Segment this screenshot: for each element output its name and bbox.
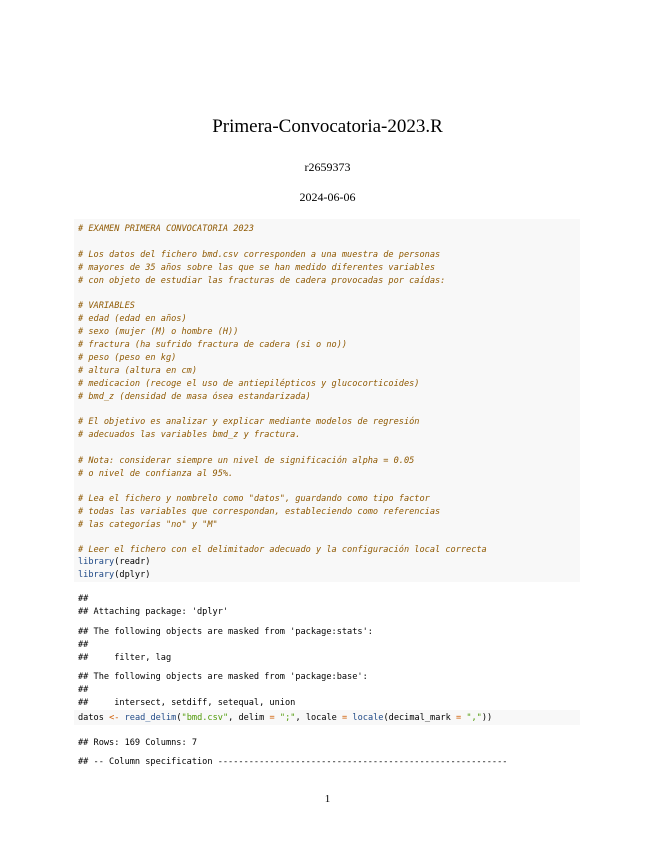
- arg-delim: delim: [238, 713, 265, 723]
- library-argument: (dplyr): [114, 570, 151, 580]
- document-title: Primera-Convocatoria-2023.R: [212, 116, 443, 137]
- comment-line: # adecuados las variables bmd_z y fractura.: [78, 430, 301, 440]
- comment-line: # las categorías "no" y "M": [78, 520, 218, 530]
- comment-line: # VARIABLES: [78, 301, 135, 311]
- comment-line: # mayores de 35 años sobre las que se han medido diferentes variables: [78, 263, 435, 273]
- output-line: ## The following objects are masked from 'package:base':: [78, 672, 368, 682]
- page-number: 1: [324, 793, 331, 805]
- output-line: ## filter, lag: [78, 653, 172, 663]
- separator: ,: [295, 713, 306, 723]
- comment-line: # bmd_z (densidad de masa ósea estandarizada): [78, 392, 311, 402]
- output-line: ## The following objects are masked from 'package:stats':: [78, 627, 373, 637]
- output-line: ## -- Column specification --------------------------------------------------------: [78, 757, 508, 767]
- equals-op: =: [342, 713, 348, 723]
- document-author: r2659373: [304, 160, 351, 174]
- library-argument: (readr): [114, 557, 151, 567]
- string-delim: ";": [279, 713, 296, 723]
- paren: )): [481, 713, 493, 723]
- function-locale: locale: [352, 713, 384, 723]
- comment-line: # Nota: considerar siempre un nivel de significación alpha = 0.05: [78, 456, 415, 466]
- comment-line: # Lea el fichero y nombrelo como "datos", guardando como tipo factor: [78, 494, 430, 504]
- comment-line: # Leer el fichero con el delimitador adecuado y la configuración local correcta: [78, 545, 487, 555]
- string-decimal: ",": [466, 713, 482, 723]
- arg-decimal-mark: decimal_mark: [388, 713, 451, 723]
- function-library: library: [78, 570, 115, 580]
- comment-line: # medicacion (recoge el uso de antiepilépticos y glucocorticoides): [78, 379, 420, 389]
- string-file: "bmd.csv": [181, 713, 229, 723]
- output-line: ## intersect, setdiff, setequal, union: [78, 698, 296, 708]
- assign-op: <-: [109, 713, 120, 723]
- paren: (: [176, 713, 182, 723]
- comment-line: # peso (peso en kg): [78, 353, 177, 363]
- comment-line: # sexo (mujer (M) o hombre (H)): [78, 327, 239, 337]
- comment-line: # altura (altura en cm): [78, 366, 197, 376]
- var-datos: datos: [78, 713, 104, 723]
- separator: ,: [228, 713, 239, 723]
- output-line: ## Rows: 169 Columns: 7: [78, 738, 197, 748]
- code-line-library-readr: [78, 556, 150, 569]
- output-line: ##: [78, 594, 89, 604]
- comment-line: # edad (edad en años): [78, 314, 187, 324]
- comment-line: # El objetivo es analizar y explicar mediante modelos de regresión: [78, 417, 420, 427]
- paren: (: [383, 713, 389, 723]
- code-line-read-delim: [78, 712, 492, 725]
- comment-line: # o nivel de confianza al 95%.: [78, 469, 234, 479]
- comment-line: # con objeto de estudiar las fracturas de cadera provocadas por caídas:: [78, 276, 446, 286]
- arg-locale: locale: [305, 713, 337, 723]
- equals-op: =: [455, 713, 462, 723]
- output-line: ##: [78, 640, 89, 650]
- equals-op: =: [269, 713, 275, 723]
- comment-line: # Los datos del fichero bmd.csv corresponden a una muestra de personas: [78, 250, 441, 260]
- code-line-library-dplyr: [78, 569, 150, 582]
- document-date: 2024-06-06: [299, 190, 356, 204]
- comment-line: # fractura (ha sufrido fractura de cadera (si o no)): [78, 340, 348, 350]
- output-line: ##: [78, 685, 89, 695]
- function-library: library: [78, 557, 115, 567]
- output-line: ## Attaching package: 'dplyr': [78, 607, 229, 617]
- comment-line: # EXAMEN PRIMERA CONVOCATORIA 2023: [78, 224, 254, 234]
- function-read-delim: read_delim: [124, 713, 177, 723]
- comment-line: # todas las variables que correspondan, estableciendo como referencias: [78, 507, 441, 517]
